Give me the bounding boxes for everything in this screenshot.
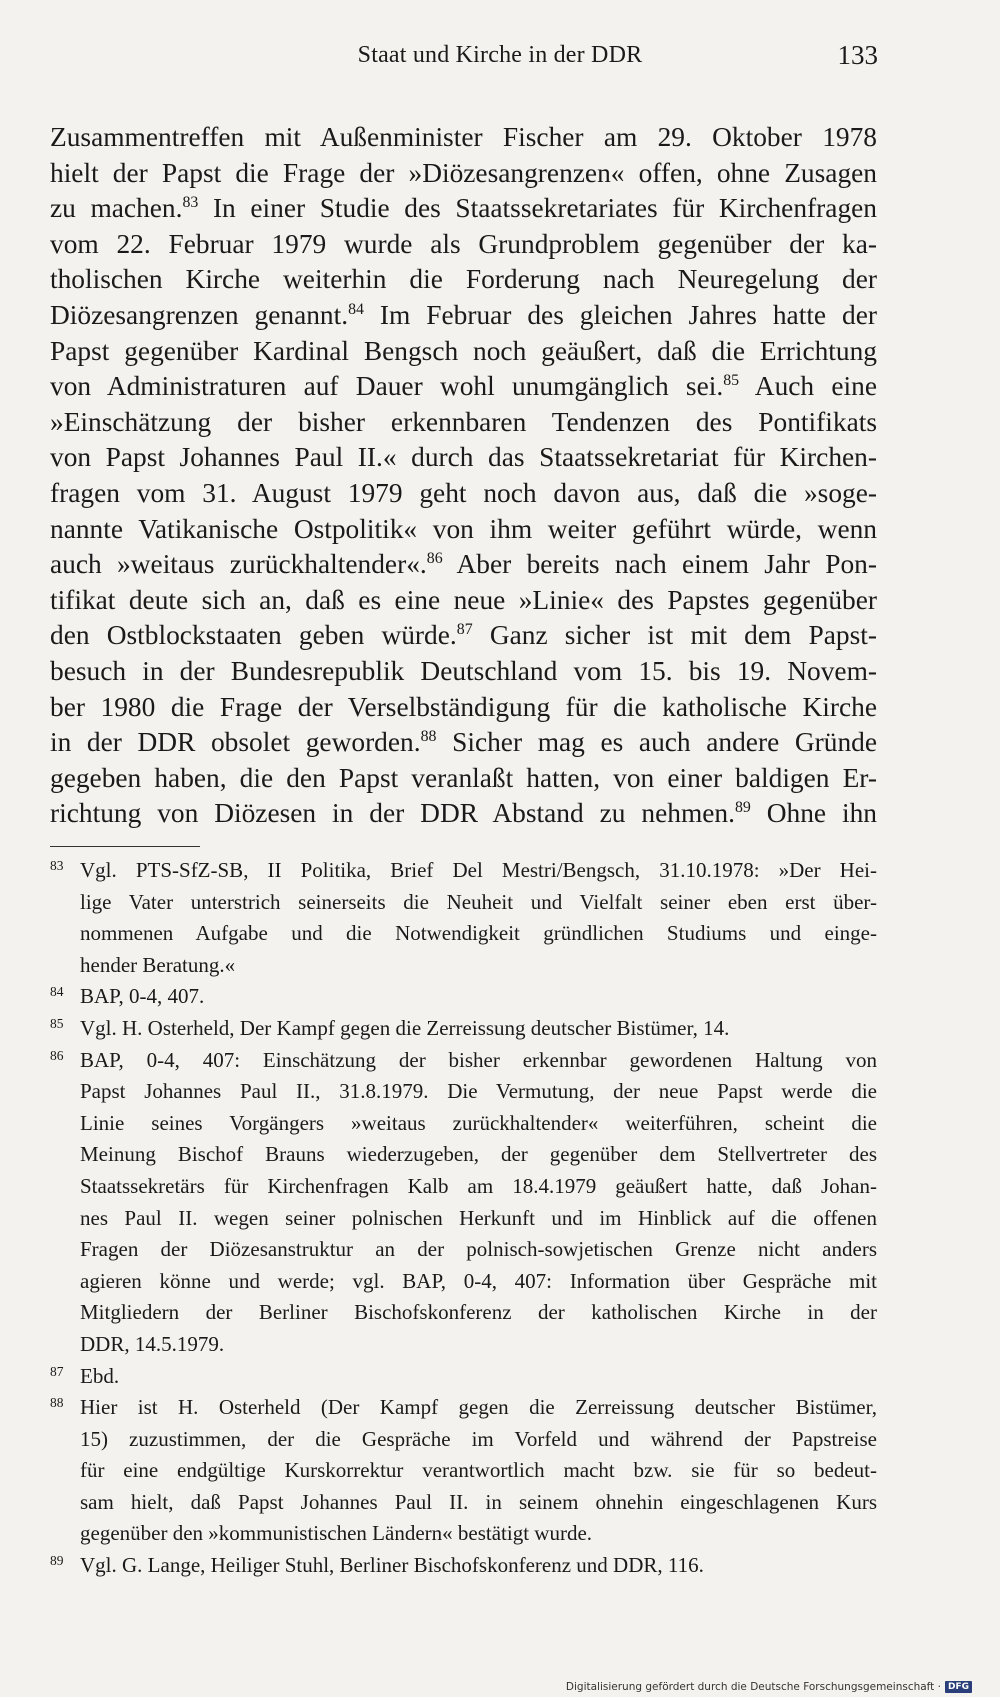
footnote: [50, 1392, 877, 1550]
footnote-number: 84: [50, 984, 64, 1000]
footnote-text: [80, 855, 877, 981]
body-line: [50, 227, 877, 263]
body-text-run: tifikat deute sich an, daß es eine neue »Linie« des Papstes gegenüber: [50, 584, 877, 615]
footnote-line: Ebd.: [80, 1363, 120, 1388]
footnote-separator: [50, 846, 200, 847]
body-text-run: von Papst Johannes Paul II.« durch das Staatssekretariat für Kirchen-: [50, 442, 877, 473]
footnote-number: 83: [50, 858, 64, 873]
footnote: [50, 1013, 877, 1045]
footnotes: [50, 855, 877, 1582]
body-line: [50, 156, 877, 192]
body-text-run: Auch eine: [739, 371, 877, 402]
body-line: [50, 405, 877, 441]
body-text-run: zu machen.: [50, 193, 183, 224]
body-line: [50, 262, 877, 298]
footnote-line: Meinung Bischof Brauns wiederzugeben, der gegenüber dem Stellvertreter des: [80, 1142, 877, 1167]
body-line: [50, 440, 877, 476]
footnote-line: Vgl. G. Lange, Heiliger Stuhl, Berliner Bischofskonferenz und DDR, 116.: [80, 1553, 704, 1578]
body-text-run: Papst gegenüber Kardinal Bengsch noch geäußert, daß die Errichtung: [50, 335, 877, 366]
body-line: [50, 583, 877, 619]
footnote-line: Mitgliedern der Berliner Bischofskonferenz der katholischen Kirche in der: [80, 1300, 877, 1325]
body-line: [50, 690, 877, 726]
footnote-line: DDR, 14.5.1979.: [80, 1331, 225, 1356]
footnote: [50, 1361, 877, 1393]
dfg-logo: DFG: [945, 1681, 972, 1693]
body-text-run: von Administraturen auf Dauer wohl unumgänglich sei.: [50, 371, 724, 402]
digitization-credit: [566, 1681, 972, 1693]
body-text-run: nannte Vatikanische Ostpolitik« von ihm weiter geführt würde, wenn: [50, 513, 877, 544]
footnote-text: [80, 1045, 877, 1361]
body-text-run: gegeben haben, die den Papst veranlaßt hatten, von einer baldigen Er-: [50, 762, 877, 793]
footnote-reference[interactable]: 85: [723, 372, 740, 390]
body-line: [50, 725, 877, 761]
credit-text: Digitalisierung gefördert durch die Deutsche Forschungsgemeinschaft ·: [565, 1681, 941, 1693]
footnote-line: agieren könne und werde; vgl. BAP, 0-4, 407: Information über Gespräche mit: [80, 1268, 877, 1293]
footnote-reference[interactable]: 83: [182, 194, 199, 212]
footnote-line: hender Beratung.«: [80, 952, 236, 977]
footnote-reference[interactable]: 87: [456, 621, 473, 639]
body-line: [50, 512, 877, 548]
body-text-run: den Ostblockstaaten geben würde.: [50, 620, 457, 651]
footnote-line: BAP, 0-4, 407: Einschätzung der bisher erkennbar gewordenen Haltung von: [80, 1047, 877, 1072]
body-line: [50, 654, 877, 690]
body-text-run: Ganz sicher ist mit dem Papst-: [472, 620, 877, 651]
footnote-reference[interactable]: 88: [420, 728, 437, 746]
footnote-line: nes Paul II. wegen seiner polnischen Herkunft und im Hinblick auf die offenen: [80, 1205, 877, 1230]
body-line: [50, 298, 877, 334]
body-text-run: vom 22. Februar 1979 wurde als Grundproblem gegenüber der ka-: [50, 228, 877, 259]
body-text-run: in der DDR obsolet geworden.: [50, 727, 421, 758]
footnote-number: 87: [50, 1363, 64, 1379]
body-text-run: Sicher mag es auch andere Gründe: [436, 727, 878, 758]
body-line: [50, 334, 877, 370]
footnote-line: gegenüber den »kommunistischen Ländern« bestätigt wurde.: [80, 1521, 593, 1546]
footnote-line: 15) zuzustimmen, der die Gespräche im Vorfeld und während der Papstreise: [80, 1426, 877, 1451]
body-text-run: Aber bereits nach einem Jahr Pon-: [442, 549, 877, 580]
footnote-line: Papst Johannes Paul II., 31.8.1979. Die Vermutung, der neue Papst werde die: [80, 1079, 877, 1104]
body-line: [50, 369, 877, 405]
footnote-number: 85: [50, 1015, 64, 1031]
body-text-run: Zusammentreffen mit Außenminister Fischer am 29. Oktober 1978: [50, 122, 877, 152]
footnote-number: 86: [50, 1047, 64, 1063]
body-text-run: richtung von Diözesen in der DDR Abstand zu nehmen.: [50, 798, 735, 829]
running-title: Staat und Kirche in der DDR: [357, 42, 643, 68]
body-line: [50, 547, 877, 583]
footnote-line: BAP, 0-4, 407.: [80, 984, 205, 1009]
footnote-line: Hier ist H. Osterheld (Der Kampf gegen die Zerreissung deutscher Bistümer,: [80, 1395, 877, 1420]
body-text-run: »Einschätzung der bisher erkennbaren Tendenzen des Pontifikats: [50, 406, 877, 437]
main-text: [50, 120, 877, 832]
body-line: [50, 191, 877, 227]
footnote-text: [80, 1392, 877, 1550]
footnote-line: Vgl. PTS-SfZ-SB, II Politika, Brief Del Mestri/Bengsch, 31.10.1978: »Der Hei-: [80, 858, 877, 882]
body-text-run: In einer Studie des Staatssekretariates für Kirchenfragen: [198, 193, 877, 224]
page-number: 133: [837, 40, 878, 70]
footnote-reference[interactable]: 89: [734, 799, 751, 817]
footnote: [50, 1550, 877, 1582]
footnote-line: Fragen der Diözesanstruktur an der polnisch-sowjetischen Grenze nicht anders: [80, 1237, 877, 1262]
footnote-text: [80, 1013, 877, 1045]
body-text-run: fragen vom 31. August 1979 geht noch davon aus, daß die »soge-: [50, 477, 877, 508]
body-line: [50, 796, 877, 832]
body-line: [50, 120, 877, 156]
footnote-line: lige Vater unterstrich seinerseits die Neuheit und Vielfalt seiner eben erst über-: [80, 889, 877, 914]
body-text-run: Diözesangrenzen genannt.: [50, 299, 349, 330]
footnote-line: nommenen Aufgabe und die Notwendigkeit gründlichen Studiums und einge-: [80, 921, 877, 946]
body-line: [50, 618, 877, 654]
footnote-line: sam hielt, daß Papst Johannes Paul II. in seinem ohnehin eingeschlagenen Kurs: [80, 1489, 877, 1514]
body-line: [50, 761, 877, 797]
footnote-text: [80, 1361, 877, 1393]
footnote-line: Vgl. H. Osterheld, Der Kampf gegen die Zerreissung deutscher Bistümer, 14.: [80, 1015, 730, 1040]
footnote-line: Linie seines Vorgängers »weitaus zurückhaltender« weiterführen, scheint die: [80, 1110, 877, 1135]
body-text-run: besuch in der Bundesrepublik Deutschland vom 15. bis 19. Novem-: [50, 655, 877, 686]
body-text-run: Im Februar des gleichen Jahres hatte der: [363, 299, 877, 330]
body-text-run: auch »weitaus zurückhaltender«.: [50, 549, 427, 580]
body-line: [50, 476, 877, 512]
footnote: [50, 981, 877, 1013]
footnote-text: [80, 1550, 877, 1582]
body-text-run: tholischen Kirche weiterhin die Forderung nach Neuregelung der: [50, 264, 877, 295]
body-text-run: Ohne ihn: [750, 798, 877, 829]
body-text-run: ber 1980 die Frage der Verselbständigung für die katholische Kirche: [50, 691, 877, 722]
running-head: [0, 38, 1000, 74]
footnote-reference[interactable]: 86: [426, 550, 443, 568]
footnote-line: Staatssekretärs für Kirchenfragen Kalb am 18.4.1979 geäußert hatte, daß Johan-: [80, 1173, 877, 1198]
footnote: [50, 1045, 877, 1361]
footnote-text: [80, 981, 877, 1013]
footnote-number: 88: [50, 1395, 64, 1411]
footnote-line: für eine endgültige Kurskorrektur verantwortlich macht bzw. sie für so bedeut-: [80, 1458, 877, 1483]
footnote-reference[interactable]: 84: [348, 301, 364, 319]
footnote-number: 89: [50, 1553, 64, 1569]
footnote: [50, 855, 877, 981]
body-text-run: hielt der Papst die Frage der »Diözesangrenzen« offen, ohne Zusagen: [50, 157, 877, 188]
